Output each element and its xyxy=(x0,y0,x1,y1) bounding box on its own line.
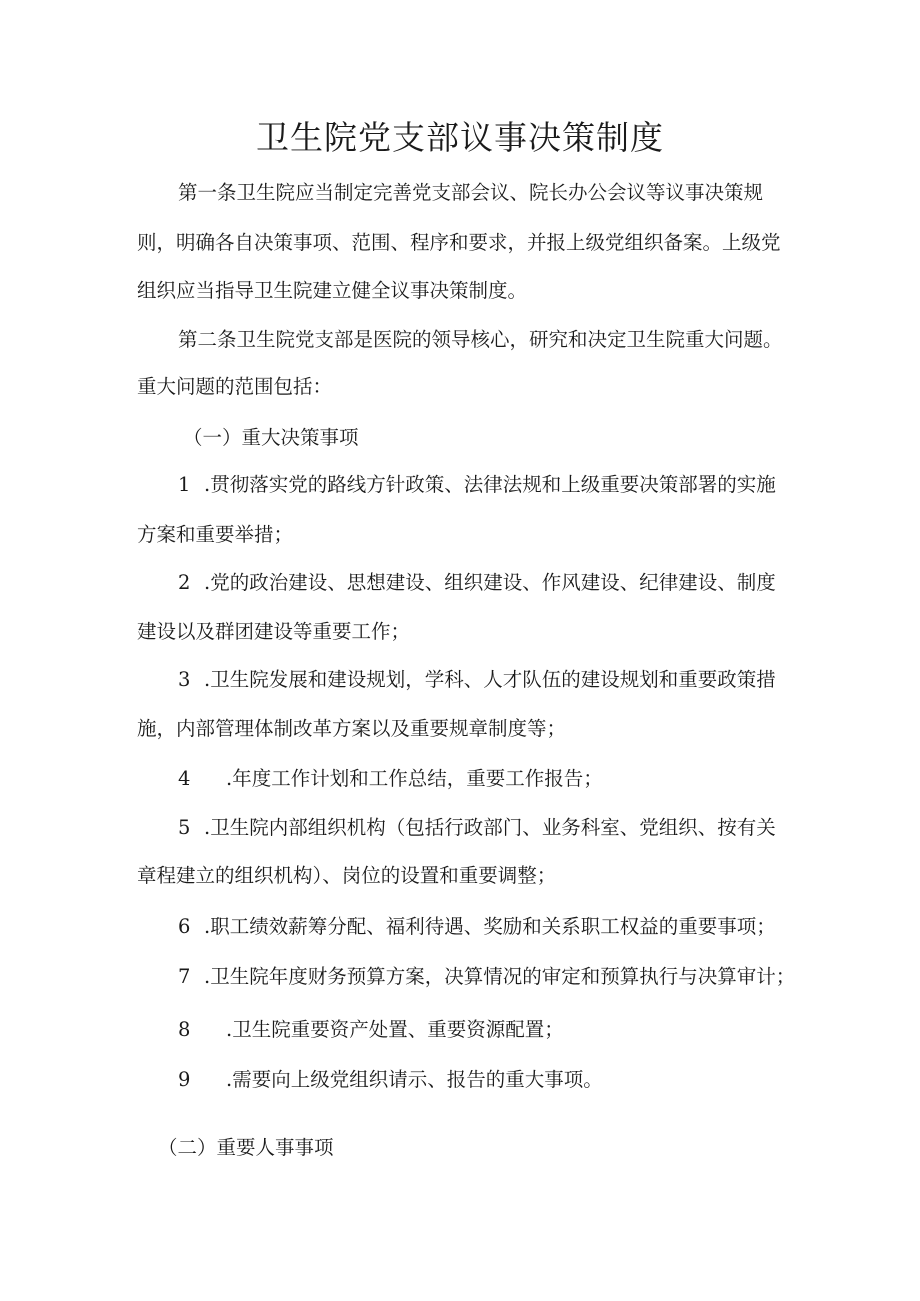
list-item-2-continuation: 建设以及群团建设等重要工作； xyxy=(137,620,411,643)
list-item-5-continuation: 章程建立的组织机构）、岗位的设置和重要调整； xyxy=(137,864,557,887)
list-item-4 xyxy=(178,764,603,794)
article-1-line-2: 则，明确各自决策事项、范围、程序和要求，并报上级党组织备案。上级党 xyxy=(137,231,781,254)
item-number: 4 xyxy=(178,767,191,790)
list-item-9 xyxy=(178,1065,603,1095)
list-item-3 xyxy=(178,665,776,695)
item-text: .卫生院内部组织机构（包括行政部门、业务科室、党组织、按有关 xyxy=(204,816,776,839)
article-2-line-1: 第二条卫生院党支部是医院的领导核心，研究和决定卫生院重大问题。 xyxy=(178,328,783,351)
item-text: .卫生院发展和建设规划，学科、人才队伍的建设规划和重要政策措 xyxy=(204,668,776,691)
item-text: .年度工作计划和工作总结，重要工作报告； xyxy=(226,767,603,790)
item-text: .卫生院重要资产处置、重要资源配置； xyxy=(226,1018,564,1041)
item-text: .贯彻落实党的路线方针政策、法律法规和上级重要决策部署的实施 xyxy=(204,473,776,496)
article-1-line-3: 组织应当指导卫生院建立健全议事决策制度。 xyxy=(137,279,528,302)
item-number: 3 xyxy=(178,668,191,691)
item-number: 1 xyxy=(178,473,191,496)
item-number: 8 xyxy=(178,1018,191,1041)
item-text: .卫生院年度财务预算方案，决算情况的审定和预算执行与决算审计； xyxy=(204,965,796,988)
item-number: 5 xyxy=(178,816,191,839)
list-item-1 xyxy=(178,470,776,500)
list-item-8 xyxy=(178,1015,564,1045)
article-2-line-2: 重大问题的范围包括： xyxy=(137,375,333,398)
section-2-heading: （二）重要人事事项 xyxy=(158,1136,334,1159)
document-title: 卫生院党支部议事决策制度 xyxy=(256,118,664,157)
item-number: 2 xyxy=(178,571,191,594)
item-text: .需要向上级党组织请示、报告的重大事项。 xyxy=(226,1068,603,1091)
item-text: .职工绩效薪筹分配、福利待遇、奖励和关系职工权益的重要事项； xyxy=(204,915,776,938)
item-number: 9 xyxy=(178,1068,191,1091)
list-item-5 xyxy=(178,813,776,843)
list-item-2 xyxy=(178,568,776,598)
item-number: 6 xyxy=(178,915,191,938)
section-1-heading: （一）重大决策事项 xyxy=(183,426,359,449)
item-text: .党的政治建设、思想建设、组织建设、作风建设、纪律建设、制度 xyxy=(204,571,776,594)
article-1-line-1: 第一条卫生院应当制定完善党支部会议、院长办公会议等议事决策规 xyxy=(178,181,764,204)
list-item-7 xyxy=(178,962,795,992)
list-item-6 xyxy=(178,912,776,942)
list-item-3-continuation: 施，内部管理体制改革方案以及重要规章制度等； xyxy=(137,717,567,740)
list-item-1-continuation: 方案和重要举措； xyxy=(137,523,294,546)
item-number: 7 xyxy=(178,965,191,988)
